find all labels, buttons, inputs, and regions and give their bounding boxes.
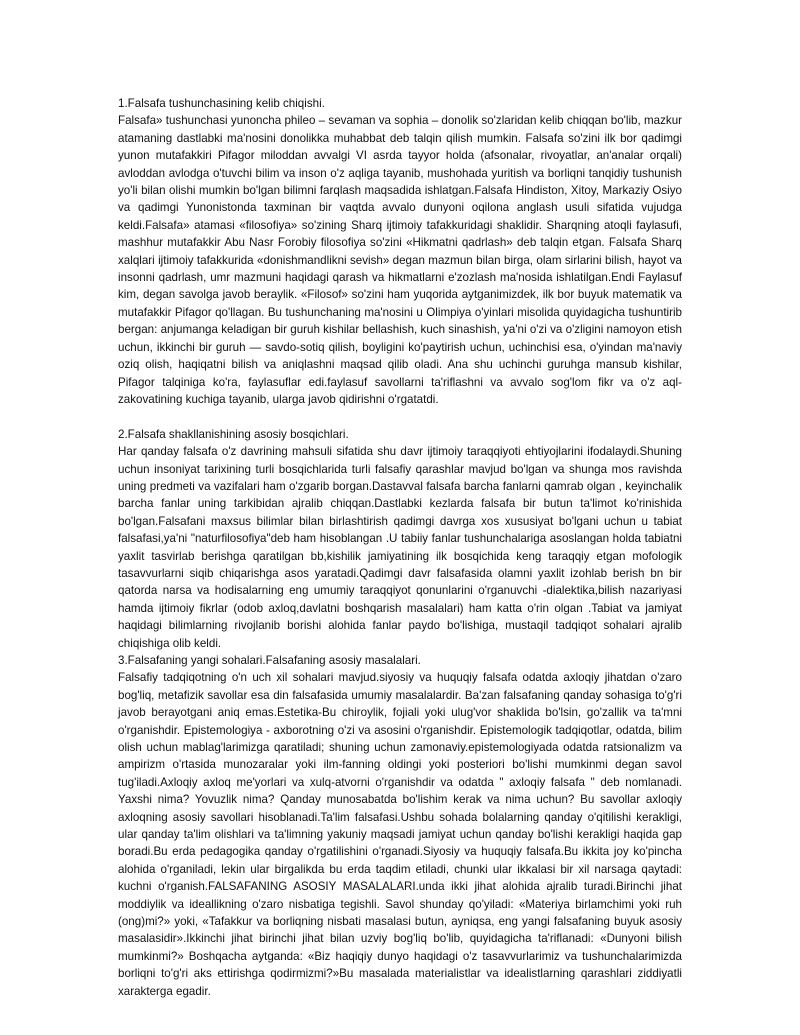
- section-1-paragraph: Falsafa» tushunchasi yunoncha phileo – sevaman va sophia – donolik so'zlaridan kelib chiqqan bo'lib, mazkur atamaning dastlabki ma'nosini donolikka muhabbat deb talqin qilish mumkin. Falsafa so'zini ilk bor qadimgi yunon mutafakkiri Pifagor miloddan avvalgi VI asrda tayyor holda (afsonalar, rivoyatlar, an'analar orqali) avloddan avlodga o'tuvchi bilim va inson o'z aqliga tayanib, mushohada yuritish va borliqni tanqidiy tushunish yo'li bilan olishi mumkin bo'lgan bilimni farqlash maqsadida ishlatgan.Falsafa Hindiston, Xitoy, Markaziy Osiyo va qadimgi Yunonistonda taxminan bir vaqtda avvalo dunyoni oqilona anglash usuli sifatida vujudga keldi.Falsafa» atamasi «filosofiya» so'zining Sharq ijtimoiy tafakkuridagi shaklidir. Sharqning atoqli faylasufi, mashhur mutafakkir Abu Nasr Forobiy filosofiya so'zini «Hikmatni qadrlash» deb talqin etgan. Falsafa Sharq xalqlari ijtimoiy tafakkurida «donishmandlikni sevish» degan mazmun bilan birga, olam sirlarini bilish, hayot va insonni qadrlash, umr mazmuni haqidagi qarash va hikmatlarni e'zozlash ma'nosida ishlatilgan.Endi Faylasuf kim, degan savolga javob beraylik. «Filosof» so'zini ham yuqorida aytganimizdek, ilk bor buyuk matematik va mutafakkir Pifagor qo'llagan. Bu tushunchaning ma'nosini u Olimpiya o'yinlari misolida quyidagicha tushuntirib bergan: anjumanga keladigan bir guruh kishilar bellashish, kuch sinashish, ya'ni o'zi va o'zligini namoyon etish uchun, ikkinchi bir guruh — savdo-sotiq qilish, boyligini ko'paytirish uchun, uchinchisi esa, o'yindan ma'naviy oziq olish, haqiqatni bilish va aniqlashni maqsad qilib oladi. Ana shu uchinchi guruhga mansub kishilar, Pifagor talqiniga ko'ra, faylasuflar edi.faylasuf savollarni ta'riflashni va avvalo sog'lom fikr va o'z aql-zakovatining kuchiga tayanib, ularga javob qidirishni o'rgatatdi.: [118, 114, 682, 406]
- section-3-paragraph: Falsafiy tadqiqotning o'n uch xil sohalari mavjud.siyosiy va huquqiy falsafa odatda axloqiy jihatdan o'zaro bog'liq, metafizik savollar esa din falsafasida umumiy masalalardir. Ba'zan falsafaning qanday sohasiga to'g'ri javob berayotgani aniq emas.Estetika-Bu chiroylik, fojiali yoki ulug'vor shaklida bo'lsin, go'zallik va ta'mni o'rganishdir. Epistemologiya - axborotning o'zi va asosini o'rganishdir. Epistemologik tadqiqotlar, odatda, bilim olish uchun mablag'larimizga qaratiladi; shuning uchun zamonaviy.epistemologiyada odatda ratsionalizm va ampirizm o'rtasida munozaralar yoki ilm-fanning oldingi yoki posteriori bo'lishi mumkinmi degan savol tug'iladi.Axloqiy axloq me'yorlari va xulq-atvorni o'rganishdir va odatda " axloqiy falsafa " deb nomlanadi. Yaxshi nima? Yovuzlik nima? Qanday munosabatda bo'lishim kerak va nima uchun? Bu savollar axloqiy axloqning asosiy savollari hisoblanadi.Ta'lim falsafasi.Ushbu sohada bolalarning qanday o'qitilishi kerakligi, ular qanday ta'lim olishlari va ta'limning yakuniy maqsadi jamiyat uchun qanday bo'lishi kerakligi haqida gap boradi.Bu erda pedagogika qanday o'rgatilishini o'rganadi.Siyosiy va huquqiy falsafa.Bu ikkita joy ko'pincha alohida o'rganiladi, lekin ular birgalikda bu erda taqdim etiladi, chunki ular ikkalasi bir xil narsaga qaytadi: kuchni o'rganish.FALSAFANING ASOSIY MASALALARI.unda ikki jihat alohida ajralib turadi.Birinchi jihat moddiylik va ideallikning o'zaro nisbatiga tegishli. Savol shunday qo'yiladi: «Materiya birlamchimi yoki ruh (ong)mi?» yoki, «Tafakkur va borliqning nisbati masalasi butun, ayniqsa, eng yangi falsafaning buyuk asosiy masalasidir».Ikkinchi jihat birinchi jihat bilan uzviy bog'liq bo'lib, quyidagicha ta'riflanadi: «Dunyoni bilish mumkinmi?» Boshqacha aytganda: «Biz haqiqiy dunyo haqidagi o'z tasavvurlarimiz va tushunchalarimizda borliqni to'g'ri aks ettirishga qodirmizmi?»Bu masalada materialistlar va idealistlarning qarashlari ziddiyatli xarakterga egadir.: [118, 671, 682, 998]
- section-1-heading: 1.Falsafa tushunchasining kelib chiqishi.: [118, 97, 325, 110]
- section-3-heading: 3.Falsafaning yangi sohalari.Falsafaning asosiy masalalari.: [118, 653, 421, 667]
- document-page: [118, 95, 682, 1000]
- section-2-paragraph: Har qanday falsafa o'z davrining mahsuli sifatida shu davr ijtimoiy taraqqiyoti ehtiyojlarini ifodalaydi.Shuning uchun insoniyat tarixining turli bosqichlarida turli falsafiy qarashlar mavjud bo'lgan va shunga mos ravishda uning predmeti va vazifalari ham o'zgarib borgan.Dastavval falsafa barcha fanlarni qamrab olgan , keyinchalik barcha fanlar uning tarkibidan ajralib chiqqan.Dastlabki kezlarda falsafa bir butun ta'limot ko'rinishida bo'lgan.Falsafani maxsus bilimlar bilan birlashtirish qadimgi davrga xos xususiyat bo'lgani uchun u tabiat falsafasi,ya'ni "naturfilosofiya"deb ham hisoblangan .U tabiiy fanlar tushunchalariga asoslangan holda tabiatni yaxlit tasvirlab berishga qaratilgan bb,kishilik jamiyatining ilk bosqichida keng taraqqiy etgan mofologik tasavvurlarni siqib chiqarishga asos yaratadi.Qadimgi davr falsafasida olamni yaxlit izohlab berish bn bir qatorda narsa va hodisalarning eng umumiy taraqqiyot qonunlarini o'rganuvchi -dialektika,bilish nazariyasi hamda ijtimoiy fikrlar (odob axloq,davlatni boshqarish masalalari) ham katta o'rin olgan .Tabiat va jamiyat haqidagi bilimlarning rivojlanib borishi alohida fanlar paydo bo'lishiga, mustaqil tadqiqot sohalari ajralib chiqishiga olib keldi.: [118, 445, 682, 650]
- section-2-heading: 2.Falsafa shakllanishining asosiy bosqichlari.: [118, 427, 349, 441]
- section-gap: [118, 408, 682, 425]
